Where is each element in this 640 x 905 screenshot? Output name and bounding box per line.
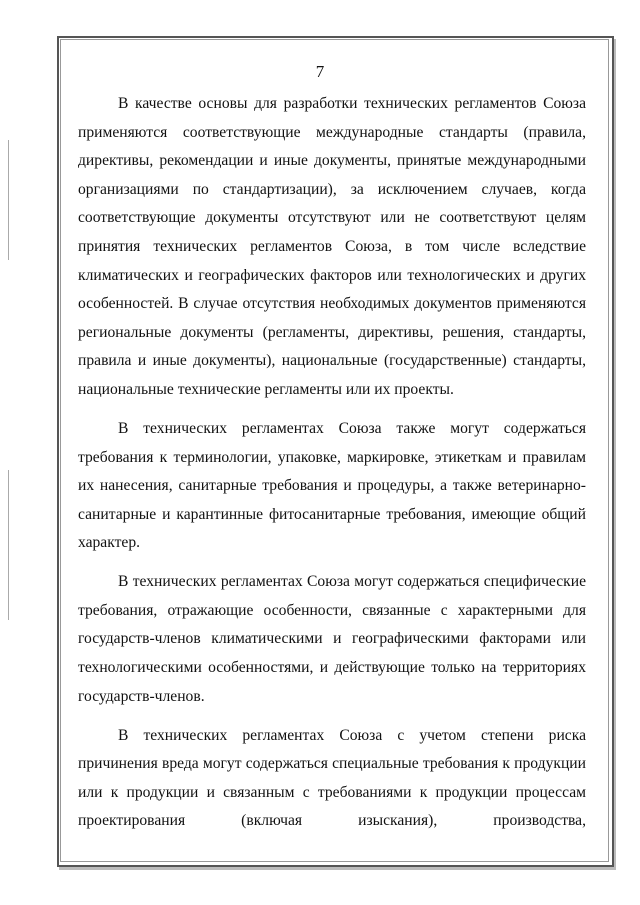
paragraph: В технических регламентах Союза могут содержаться специфические требования, отражающие особенности, связанные с характерными для государств-членов климатическими и географическими факторами или технологическими особенностями, и действующие только на территориях государств-членов. (78, 573, 586, 705)
scan-margin-mark (8, 140, 9, 260)
paragraph: В технических регламентах Союза также могут содержаться требования к терминологии, упаковке, маркировке, этикеткам и правилам их нанесения, санитарные требования и процедуры, а также ветеринарно-санитарные и карантинные фитосанитарные требования, имеющие общий характер. (78, 419, 586, 552)
scan-margin-mark (8, 470, 9, 620)
paragraph: В технических регламентах Союза с учетом степени риска причинения вреда могут содержаться специальные требования к продукции или к продукции и связанным с требованиями к продукции процессам проектирования (включая изыскания), производства, (78, 726, 586, 830)
page-number: 7 (315, 62, 325, 81)
document-body (78, 90, 586, 846)
paragraph: В качестве основы для разработки технических регламентов Союза применяются соответствующие международные стандарты (правила, директивы, рекомендации и иные документы, принятые международными организациями по стандартизации), за исключением случаев, когда соответствующие документы отсутствуют или не соответствуют целям принятия технических регламентов Союза, в том числе вследствие климатических и географических факторов или технологических и других особенностей. В случае отсутствия необходимых документов применяются региональные документы (регламенты, директивы, решения, стандарты, правила и иные документы), национальные (государственные) стандарты, национальные технические регламенты или их проекты. (78, 95, 586, 398)
